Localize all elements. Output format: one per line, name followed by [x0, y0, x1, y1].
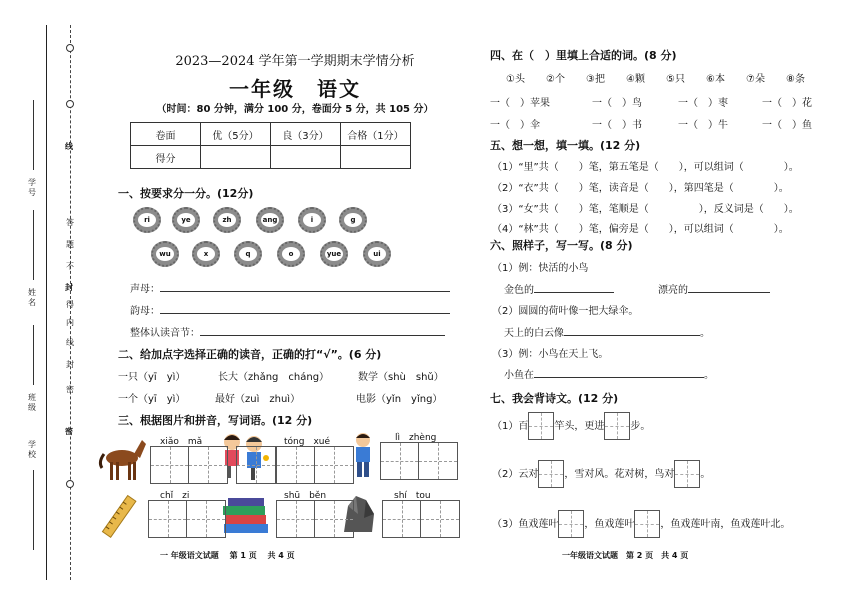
pinyin-text: i [303, 213, 321, 227]
margin-word: 得 [66, 300, 74, 309]
grid-pinyin: tóng xué [284, 437, 331, 447]
fill-measure[interactable]: 一（ ）苹果 [490, 98, 550, 109]
pinyin-bubble [320, 241, 348, 267]
pinyin-text: g [344, 213, 362, 227]
fill-measure[interactable]: 一（ ）鸟 [592, 98, 642, 109]
fill-measure[interactable]: 一（ ）伞 [490, 120, 540, 131]
finals-answer[interactable] [160, 313, 450, 314]
pinyin-text: ui [368, 247, 386, 261]
score-cell: 卷面 [131, 123, 201, 146]
field-name-blank[interactable] [33, 210, 34, 280]
pinyin-text: ri [138, 213, 156, 227]
margin-word: 封 [66, 360, 74, 369]
sentence-line: 小鱼在 。 [504, 370, 714, 381]
char-question[interactable]: （3）“女”共（ ）笔，笔顺是（ ），反义词是（ ）。 [492, 204, 799, 215]
initials-answer[interactable] [160, 291, 450, 292]
seal-char-seal: 封 [65, 283, 73, 292]
simile-line: 天上的白云像 。 [504, 328, 710, 339]
poem-box[interactable] [604, 412, 630, 440]
pinyin-bubble [151, 241, 179, 267]
field-school-label: 学校 [28, 440, 36, 459]
phrase-answer[interactable] [534, 292, 614, 293]
pinyin-text: ang [261, 213, 279, 227]
pinyin-text: ye [177, 213, 195, 227]
score-table [130, 122, 411, 169]
footer-right: 一年级语文试题 第 2 页 共 4 页 [562, 551, 689, 560]
section-6-title: 六、照样子，写一写。(8 分) [490, 239, 633, 252]
poem-line: （3）鱼戏莲叶 ，鱼戏莲叶 ，鱼戏莲叶南，鱼戏莲叶北。 [492, 510, 790, 538]
section-4-title: 四、在（ ）里填上合适的词。(8 分) [490, 49, 677, 62]
measure-word: ⑧条 [786, 74, 805, 85]
score-input[interactable] [341, 146, 411, 169]
initials-line: 声母： [130, 280, 450, 295]
poem-box[interactable] [528, 412, 554, 440]
phrase-line: 金色的 [504, 281, 614, 296]
poem-line: （2）云对 ，雪对风。花对树，鸟对 。 [492, 460, 710, 488]
reading-option[interactable]: 数学（shù shǔ） [358, 372, 444, 383]
field-class-label: 班级 [28, 393, 36, 412]
fill-measure[interactable]: 一（ ）书 [592, 120, 642, 131]
section-7-title: 七、我会背诗文。(12 分) [490, 392, 619, 405]
field-school-blank[interactable] [33, 470, 34, 550]
reading-option[interactable]: 长大（zhǎng cháng） [218, 372, 330, 383]
margin-word: 线 [66, 338, 74, 347]
char-question[interactable]: （4）“林”共（ ）笔，偏旁是（ ），可以组词（ ）。 [492, 224, 789, 235]
horse-picture [98, 432, 148, 484]
finals-line: 韵母： [130, 302, 450, 317]
poem-box[interactable] [674, 460, 700, 488]
writing-grid[interactable] [276, 446, 354, 484]
fill-measure[interactable]: 一（ ）鱼 [762, 120, 812, 131]
example-line: （1）例：快活的小鸟 [492, 263, 589, 274]
example-line: （2）圆圆的荷叶像一把大绿伞。 [492, 306, 639, 317]
whole-syllable-line: 整体认读音节： [130, 324, 445, 339]
grid-pinyin: lì zhèng [395, 433, 437, 443]
footer-left: 一 年级语文试题 第 1 页 共 4 页 [160, 551, 295, 560]
measure-word: ④颗 [626, 74, 645, 85]
field-name-label: 姓名 [28, 288, 36, 307]
pinyin-bubble [298, 207, 326, 233]
fill-measure[interactable]: 一（ ）花 [762, 98, 812, 109]
pinyin-text: zh [218, 213, 236, 227]
poem-box[interactable] [558, 510, 584, 538]
pinyin-bubble [172, 207, 200, 233]
fill-measure[interactable]: 一（ ）牛 [678, 120, 728, 131]
pinyin-text: yue [325, 247, 343, 261]
measure-word: ⑥本 [706, 74, 725, 85]
reading-option[interactable]: 一个（yī yì） [118, 394, 186, 405]
binding-hole [66, 100, 74, 108]
writing-grid[interactable] [276, 500, 354, 538]
score-input[interactable] [201, 146, 271, 169]
pinyin-bubble [213, 207, 241, 233]
margin-word: 不 [66, 262, 74, 271]
score-input[interactable] [271, 146, 341, 169]
poem-box[interactable] [634, 510, 660, 538]
pinyin-bubble [133, 207, 161, 233]
margin-word: 答 [66, 218, 74, 227]
poem-box[interactable] [538, 460, 564, 488]
fill-measure[interactable]: 一（ ）枣 [678, 98, 728, 109]
grid-pinyin: shí tou [394, 491, 431, 501]
exam-title: 2023—2024 学年第一学期期末学情分析 [175, 54, 415, 69]
seal-char-line: 线 [65, 142, 73, 151]
section-1-title: 一、按要求分一分。(12分) [118, 187, 254, 200]
section-5-title: 五、想一想，填一填。(12 分) [490, 139, 641, 152]
boy-standing-picture [352, 432, 374, 480]
score-cell: 合格（1分） [341, 123, 411, 146]
reading-option[interactable]: 最好（zuì zhuì） [215, 394, 301, 405]
grid-pinyin: shū běn [284, 491, 327, 501]
writing-grid[interactable] [236, 446, 276, 484]
whole-syllable-answer[interactable] [200, 335, 445, 336]
pinyin-text: x [197, 247, 215, 261]
measure-word: ③把 [586, 74, 605, 85]
books-picture [220, 494, 272, 536]
field-student-id-blank[interactable] [33, 100, 34, 170]
phrase-line: 漂亮的 [658, 281, 770, 296]
pinyin-text: q [239, 247, 257, 261]
section-3-title: 三、根据图片和拼音，写词语。(12 分) [118, 414, 313, 427]
pinyin-text: wu [156, 247, 174, 261]
char-question[interactable]: （2）“衣”共（ ）笔，读音是（ ），第四笔是（ ）。 [492, 183, 789, 194]
pinyin-text: o [282, 247, 300, 261]
example-line: （3）例：小鸟在天上飞。 [492, 349, 609, 360]
writing-grid[interactable] [150, 446, 228, 484]
measure-word: ①头 [506, 74, 525, 85]
grid-pinyin: chǐ zi [160, 491, 190, 501]
score-cell: 良（3分） [271, 123, 341, 146]
pinyin-bubble [256, 207, 284, 233]
pinyin-bubble [363, 241, 391, 267]
reading-option[interactable]: 一只（yī yì） [118, 372, 186, 383]
margin-word: 内 [66, 318, 74, 327]
binding-hole [66, 44, 74, 52]
field-student-id-label: 学号 [28, 178, 36, 197]
sentence-answer[interactable] [534, 377, 704, 378]
field-class-blank[interactable] [33, 325, 34, 385]
simile-answer[interactable] [564, 335, 700, 336]
pinyin-bubble [277, 241, 305, 267]
binding-line-outer [46, 25, 47, 580]
margin-word: 题 [66, 240, 74, 249]
binding-hole [66, 480, 74, 488]
reading-option[interactable]: 电影（yǐn yǐng） [356, 394, 443, 405]
phrase-answer[interactable] [688, 292, 770, 293]
measure-word: ②个 [546, 74, 565, 85]
measure-word: ⑦朵 [746, 74, 765, 85]
score-cell: 得分 [131, 146, 201, 169]
grid-pinyin: xiǎo mǎ [160, 437, 203, 447]
char-question[interactable]: （1）“里”共（ ）笔，第五笔是（ ），可以组词（ ）。 [492, 162, 799, 173]
section-2-title: 二、给加点字选择正确的读音，正确的打“√”。(6 分) [118, 348, 382, 361]
writing-grid[interactable] [380, 442, 458, 480]
exam-subject: 一年级 语文 [229, 77, 361, 101]
writing-grid[interactable] [382, 500, 460, 538]
poem-line: （1）百 竿头，更进 步。 [492, 412, 650, 440]
pinyin-bubble [339, 207, 367, 233]
measure-word: ⑤只 [666, 74, 685, 85]
writing-grid[interactable] [148, 500, 226, 538]
seal-char-secret: 密 [65, 427, 73, 436]
margin-word: 密 [66, 385, 74, 394]
pinyin-bubble [192, 241, 220, 267]
exam-note: （时间：80 分钟，满分 100 分，卷面分 5 分，共 105 分） [156, 104, 434, 115]
pinyin-bubble [234, 241, 262, 267]
score-cell: 优（5分） [201, 123, 271, 146]
ruler-picture [100, 494, 140, 540]
